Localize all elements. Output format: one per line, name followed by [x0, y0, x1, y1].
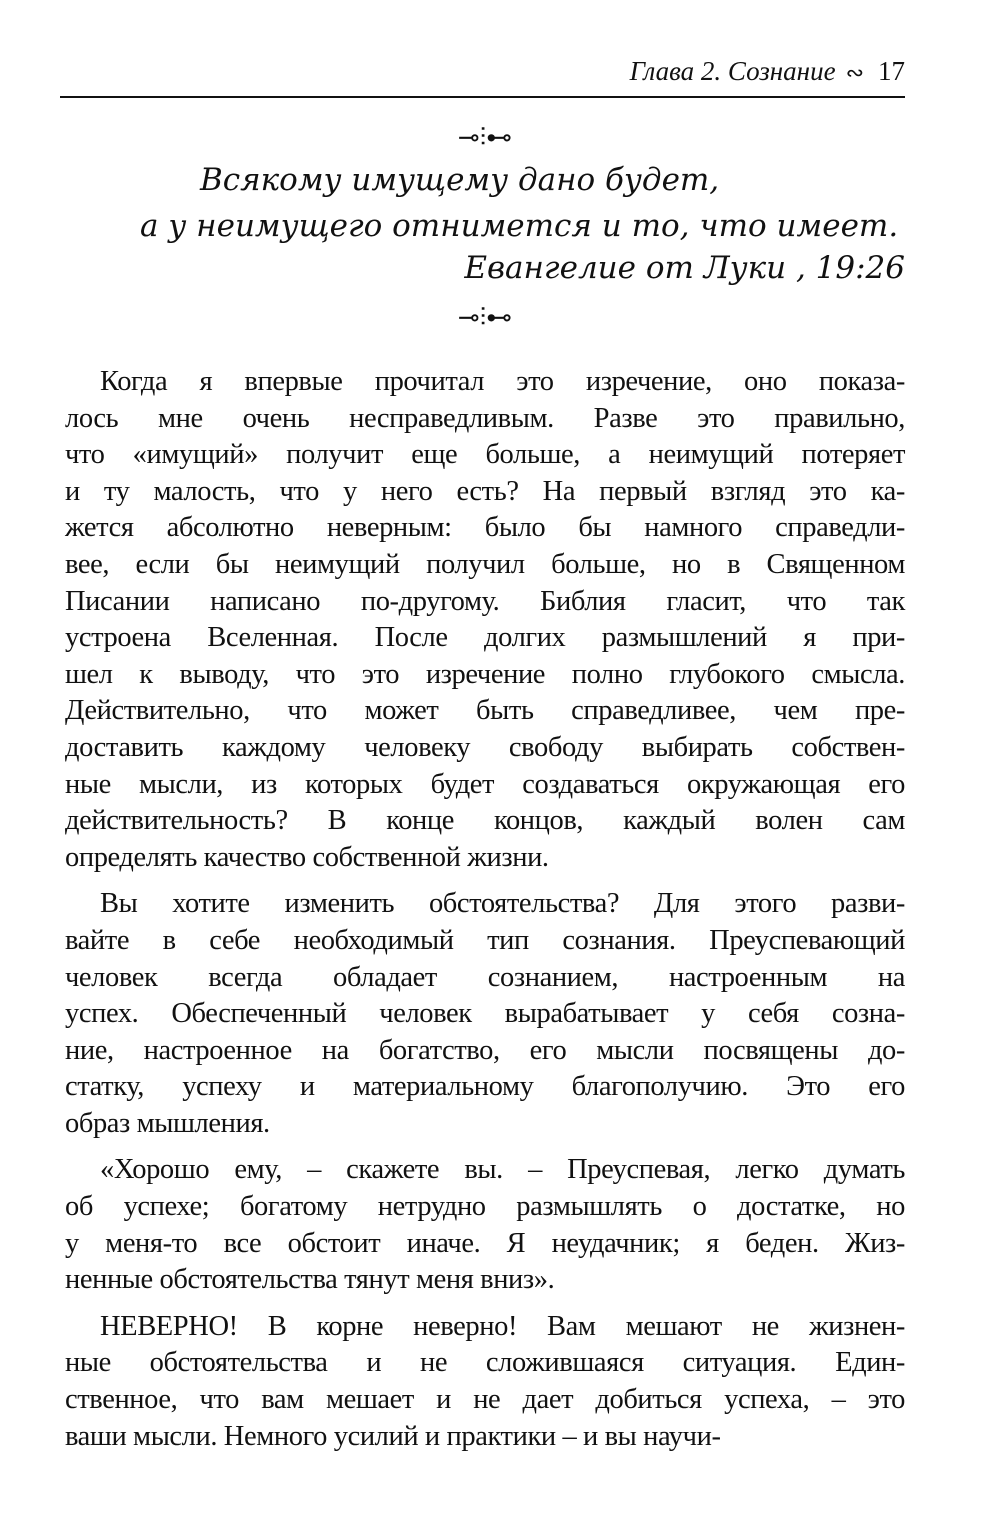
text-line: и ту малость, что у него есть? На первый взгляд это ка-	[65, 475, 905, 507]
text-line: вее, если бы неимущий получил больше, но в Священном	[65, 548, 905, 580]
text-line: устроена Вселенная. После долгих размышлений я при-	[65, 622, 905, 654]
text-line: ные мысли, из которых будет создаваться окружающая его	[65, 768, 905, 800]
paragraph	[65, 364, 905, 876]
text-line: вайте в себе необходимый тип сознания. Преуспевающий	[65, 924, 905, 956]
ornament-top-icon: ⊸⫶⊷	[457, 123, 513, 152]
text-line: образ мышления.	[65, 1107, 270, 1139]
text-line: об успехе; богатому нетрудно размышлять о достатке, но	[65, 1191, 905, 1223]
text-line: у меня-то все обстоит иначе. Я неудачник; я беден. Жиз-	[65, 1227, 905, 1259]
text-line: лось мне очень несправедливым. Разве это правильно,	[65, 402, 905, 434]
epigraph-line-2: а у неимущего отнимется и то, что имеет.	[140, 208, 899, 244]
text-line: успех. Обеспеченный человек вырабатывает у себя созна-	[65, 998, 905, 1030]
text-line: НЕВЕРНО! В корне неверно! Вам мешают не жизнен-	[100, 1310, 905, 1342]
text-line: ние, настроенное на богатство, его мысли посвящены до-	[65, 1034, 905, 1066]
text-line: Вы хотите изменить обстоятельства? Для этого разви-	[100, 888, 905, 920]
paragraph	[65, 1309, 905, 1455]
flourish-icon: ∾	[845, 60, 864, 85]
header-rule	[60, 96, 905, 98]
body-text	[65, 364, 905, 1465]
text-line: «Хорошо ему, – скажете вы. – Преуспевая, легко думать	[100, 1154, 905, 1186]
text-line: ные обстоятельства и не сложившаяся ситуация. Един-	[65, 1347, 905, 1379]
text-line: что «имущий» получит еще больше, а неимущий потеряет	[65, 439, 905, 471]
text-line: Писании написано по-другому. Библия гласит, что так	[65, 585, 905, 617]
text-line: шел к выводу, что это изречение полно глубокого смысла.	[65, 658, 905, 690]
text-line: действительность? В конце концов, каждый волен сам	[65, 805, 905, 837]
text-line: доставить каждому человеку свободу выбирать собствен-	[65, 731, 905, 763]
text-line: Когда я впервые прочитал это изречение, оно показа-	[100, 366, 905, 397]
text-line: статку, успеху и материальному благополучию. Это его	[65, 1071, 905, 1103]
paragraph	[65, 886, 905, 1142]
text-line: человек всегда обладает сознанием, настроенным на	[65, 961, 905, 993]
epigraph-line-1: Всякому имущему дано будет,	[200, 162, 720, 198]
epigraph-attribution: Евангелие от Луки , 19:26	[464, 250, 905, 286]
text-line: определять качество собственной жизни.	[65, 841, 549, 873]
ornament-bottom-icon: ⊸⫶⊷	[457, 303, 513, 332]
text-line: ненные обстоятельства тянут меня вниз».	[65, 1264, 555, 1296]
text-line: ваши мысли. Немного усилий и практики – и вы научи-	[65, 1420, 721, 1452]
page-number: 17	[878, 56, 905, 86]
chapter-title: Глава 2. Сознание	[629, 56, 836, 86]
text-line: Действительно, что может быть справедливее, чем пре-	[65, 695, 905, 727]
text-line: жется абсолютно неверным: было бы намного справедли-	[65, 512, 905, 544]
paragraph	[65, 1152, 905, 1298]
running-head	[60, 56, 905, 96]
text-line: ственное, что вам мешает и не дает добиться успеха, – это	[65, 1384, 905, 1416]
